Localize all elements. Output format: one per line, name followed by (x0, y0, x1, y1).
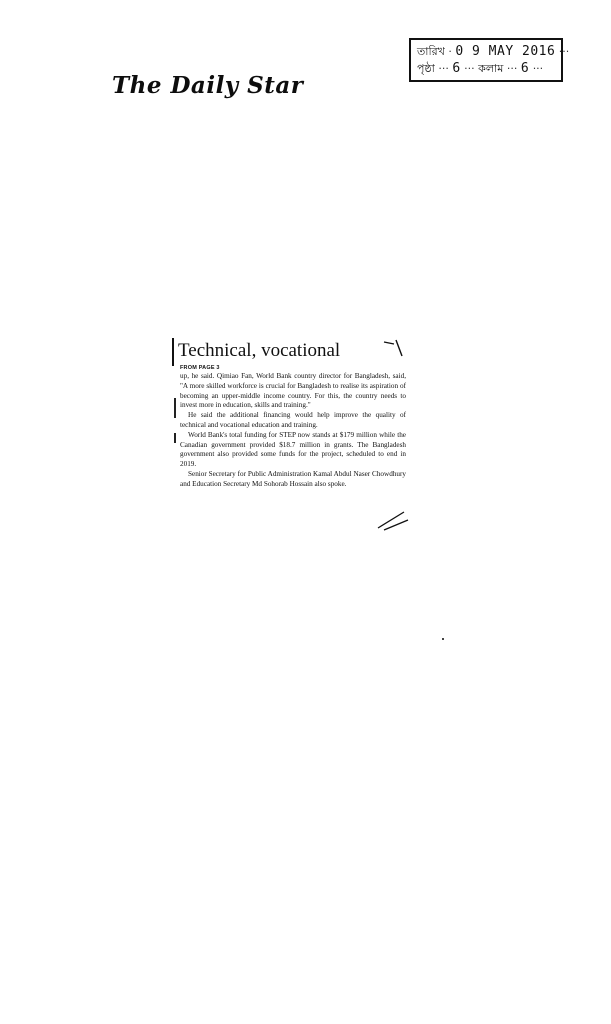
article-paragraph: He said the additional financing would help improve the quality of technical and vocational education and training. (180, 411, 406, 429)
stamp-date-label: তারিখ (417, 45, 445, 58)
newspaper-masthead: The Daily Star (112, 72, 304, 99)
from-page-label: FROM PAGE 3 (180, 365, 220, 371)
stamp-page-row (417, 60, 555, 77)
clip-end-mark-icon (380, 336, 408, 358)
stamp-column-label: কলাম (478, 62, 504, 75)
scan-speck (442, 638, 444, 640)
article-body (180, 372, 406, 490)
clip-start-marker (172, 338, 174, 366)
newspaper-clipping (172, 336, 412, 536)
stamp-column-value: 6 (520, 61, 530, 76)
stamp-dots: ··· (506, 62, 521, 75)
stamp-dots: ··· (532, 62, 544, 75)
article-paragraph: up, he said. Qimiao Fan, World Bank country director for Bangladesh, said, "A more skilled workforce is crucial for Bangladesh to realise its aspiration of becoming an upper-middle income country. For this, the country needs to invest more in education, skills and training." (180, 372, 406, 410)
handwritten-mark-icon (374, 506, 410, 534)
stamp-dots: ··· (558, 45, 570, 58)
margin-mark (174, 433, 176, 443)
stamp-dots: ··· (464, 62, 479, 75)
stamp-dots: ··· (438, 62, 453, 75)
stamp-dots: · (448, 45, 456, 58)
stamp-date-row (417, 43, 570, 60)
stamp-page-label: পৃষ্ঠা (417, 62, 435, 75)
article-paragraph: World Bank's total funding for STEP now stands at $179 million while the Canadian government provided $18.7 million in grants. The Bangladesh government also provided some funds for the project, scheduled to end in 2019. (180, 430, 406, 469)
margin-mark (174, 398, 176, 418)
clipping-date-stamp (409, 38, 570, 82)
stamp-page-value: 6 (452, 61, 461, 76)
stamp-date-value: 0 9 MAY 2016 (455, 44, 556, 59)
article-headline: Technical, vocational (178, 340, 341, 361)
article-paragraph: Senior Secretary for Public Administration Kamal Abdul Naser Chowdhury and Education Secretary Md Sohorab Hossain also spoke. (180, 469, 406, 488)
